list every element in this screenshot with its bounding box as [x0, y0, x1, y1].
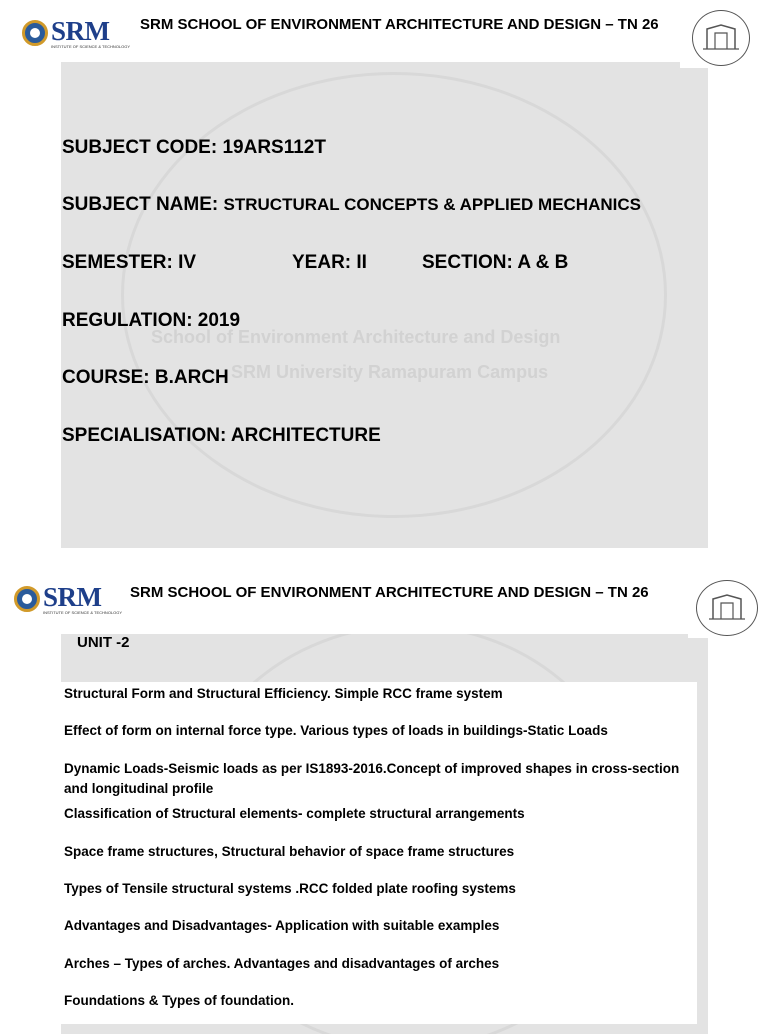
list-item: Foundations & Types of foundation. — [64, 993, 294, 1008]
logo-subtext: INSTITUTE OF SCIENCE & TECHNOLOGY — [51, 43, 131, 49]
slide-2 — [0, 572, 768, 1024]
school-emblem-icon — [696, 580, 758, 636]
logo-text: SRM — [43, 581, 102, 612]
srm-logo — [14, 4, 136, 62]
list-item: Arches – Types of arches. Advantages and disadvantages of arches — [64, 956, 500, 971]
school-emblem — [680, 6, 768, 68]
watermark-text: School of Environment Architecture and Design — [151, 327, 561, 347]
semester: SEMESTER: IV — [62, 252, 197, 273]
school-emblem — [688, 576, 768, 638]
list-item: Structural Form and Structural Efficiency. Simple RCC frame system — [64, 686, 503, 701]
list-item: Advantages and Disadvantages- Application with suitable examples — [64, 918, 500, 933]
subject-name — [62, 194, 641, 216]
srm-emblem-icon — [22, 20, 48, 46]
subject-code: SUBJECT CODE: 19ARS112T — [62, 137, 326, 158]
section: SECTION: A & B — [422, 252, 569, 273]
unit-label: UNIT -2 — [77, 634, 130, 651]
list-item: Dynamic Loads-Seismic loads as per IS1893-2016.Concept of improved shapes in cross-section and longitudinal profile — [64, 761, 680, 796]
list-item: Space frame structures, Structural behavior of space frame structures — [64, 844, 515, 859]
header-title: SRM SCHOOL OF ENVIRONMENT ARCHITECTURE AND DESIGN – TN 26 — [130, 584, 649, 601]
srm-emblem-icon — [14, 586, 40, 612]
subject-name-value: STRUCTURAL CONCEPTS & APPLIED MECHANICS — [223, 195, 641, 214]
slide-1-panel — [61, 62, 708, 548]
watermark-subtext: SRM University Ramapuram Campus — [231, 362, 549, 382]
specialisation: SPECIALISATION: ARCHITECTURE — [62, 425, 381, 446]
logo-text: SRM — [51, 15, 110, 46]
school-emblem-icon — [692, 10, 750, 66]
list-item: Types of Tensile structural systems .RCC folded plate roofing systems — [64, 881, 516, 896]
year: YEAR: II — [292, 252, 367, 273]
list-item: Classification of Structural elements- complete structural arrangements — [64, 806, 525, 821]
logo-subtext: INSTITUTE OF SCIENCE & TECHNOLOGY — [43, 609, 123, 615]
subject-name-label: SUBJECT NAME: — [62, 194, 219, 215]
regulation: REGULATION: 2019 — [62, 310, 241, 331]
header-title: SRM SCHOOL OF ENVIRONMENT ARCHITECTURE AND DESIGN – TN 26 — [140, 16, 659, 33]
list-item: Effect of form on internal force type. Various types of loads in buildings-Static Loads — [64, 723, 608, 738]
topics-list — [61, 682, 697, 1024]
course: COURSE: B.ARCH — [62, 367, 229, 388]
srm-logo — [6, 574, 126, 624]
